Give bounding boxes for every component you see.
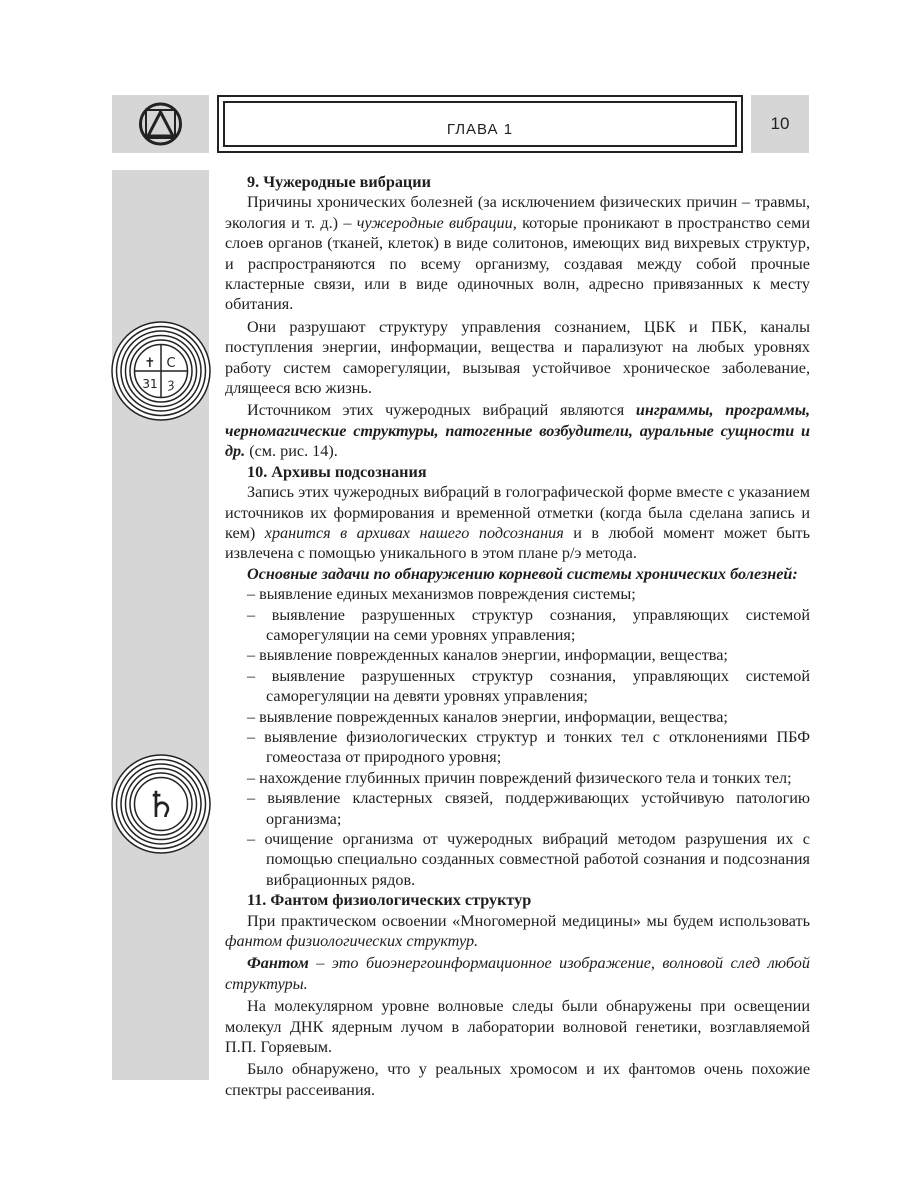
task-item: – выявление разрушенных структур сознания, управляющих системой саморегуляции на семи уровнях управления; bbox=[247, 605, 810, 644]
text-run: При практическом освоении «Многомерной медицины» мы будем использовать bbox=[247, 911, 810, 930]
section-9-paragraph-1 bbox=[225, 192, 810, 314]
text-run: Источником этих чужеродных вибраций являются bbox=[247, 401, 636, 420]
section-9-paragraph-2: Они разрушают структуру управления сознанием, ЦБК и ПБК, каналы поступления энергии, информации, вещества и парализуют на любых уровнях работу систем саморегуляции, вызывая устойчивое хроническое заболевание, длящееся всю жизнь. bbox=[225, 317, 810, 398]
task-item: – выявление кластерных связей, поддерживающих устойчивую патологию организма; bbox=[247, 789, 810, 828]
text-run: которые проникают в пространство семи слоев органов (тканей, клеток) в виде солитонов, имеющих вид вихревых структур, и распространяются по всему организму, создавая между собой прочные кластерные связи, или в виде одиночных волн, адресно привязанных к месту обитания. bbox=[225, 213, 811, 314]
chapter-title: ГЛАВА 1 bbox=[446, 121, 514, 138]
main-text bbox=[225, 172, 810, 1100]
concentric-saturn-emblem-icon bbox=[110, 753, 212, 855]
emblem-number-31: 31 bbox=[142, 377, 158, 391]
section-11-paragraph-1 bbox=[225, 911, 810, 952]
page-number: 10 bbox=[751, 95, 809, 153]
emphasis-run: хранится в архивах нашего подсознания bbox=[264, 523, 564, 542]
text-run: Причины хронических болезней (за исключением физических причин – травмы, экология и т. д.) – bbox=[225, 193, 810, 232]
emblem-cross-symbol: ✝ bbox=[144, 356, 156, 371]
section-10-heading: 10. Архивы подсознания bbox=[247, 462, 427, 481]
task-item: – выявление разрушенных структур сознания, управляющих системой саморегуляции на девяти уровнях управления; bbox=[247, 666, 810, 706]
task-item: – выявление поврежденных каналов энергии, информации, вещества; bbox=[247, 707, 728, 726]
emphasis-run: – это биоэнергоинформационное изображение, волновой след любой структуры. bbox=[225, 954, 810, 993]
term-run: Фантом bbox=[247, 954, 309, 973]
concentric-cross-emblem-icon bbox=[110, 320, 212, 422]
section-11-definition bbox=[225, 953, 810, 994]
emblem-glyph-symbol: ȝ bbox=[167, 377, 175, 392]
task-item: – нахождение глубинных причин повреждений физического тела и тонких тел; bbox=[247, 768, 792, 787]
triangle-in-circle-icon bbox=[112, 95, 209, 153]
tasks-heading: Основные задачи по обнаружению корневой системы хронических болезней: bbox=[247, 564, 798, 583]
text-run: и в любой момент может быть извлечена с помощью уникального в этом плане р/э метода. bbox=[225, 523, 810, 563]
task-item: – выявление поврежденных каналов энергии, информации, вещества; bbox=[247, 646, 728, 665]
section-9-heading: 9. Чужеродные вибрации bbox=[247, 173, 431, 191]
saturn-symbol: ♄ bbox=[144, 785, 178, 826]
emphasis-run: фантом физиологических структур. bbox=[225, 932, 479, 951]
header-logo-box bbox=[112, 95, 209, 153]
text-run: Запись этих чужеродных вибраций в голографической форме вместе с указанием источников их формирования и временной отметки (когда была сделана запись и кем) bbox=[225, 483, 810, 542]
chapter-header-inner-frame bbox=[223, 101, 737, 147]
emphasis-run: инграммы, программы, черномагические структуры, патогенные возбудители, ауральные сущности и др. bbox=[225, 401, 811, 461]
text-run: (см. рис. 14). bbox=[245, 442, 338, 461]
task-item: – выявление единых механизмов повреждения системы; bbox=[247, 585, 636, 604]
emblem-c-symbol: C bbox=[166, 356, 176, 371]
task-item: – очищение организма от чужеродных вибраций методом разрушения их с помощью специально созданных совместной работой сознания и подсознания вибрационных рядов. bbox=[247, 830, 810, 889]
section-9-paragraph-3 bbox=[225, 400, 810, 461]
section-11-heading: 11. Фантом физиологических структур bbox=[247, 891, 532, 910]
side-strip bbox=[112, 170, 209, 1080]
section-11-paragraph-3: На молекулярном уровне волновые следы были обнаружены при освещении молекул ДНК ядерным лучом в лаборатории волновой генетики, возглавляемой П.П. Горяевым. bbox=[225, 997, 810, 1057]
section-10-paragraph-1 bbox=[225, 482, 810, 564]
task-item: – выявление физиологических структур и тонких тел с отклонениями ПБФ гомеостаза от природного уровня; bbox=[247, 727, 810, 767]
emphasis-run: чужеродные вибрации, bbox=[356, 213, 517, 232]
section-11-paragraph-4: Было обнаружено, что у реальных хромосом и их фантомов очень похожие спектры рассеивания. bbox=[225, 1060, 810, 1099]
chapter-header-frame bbox=[217, 95, 743, 153]
